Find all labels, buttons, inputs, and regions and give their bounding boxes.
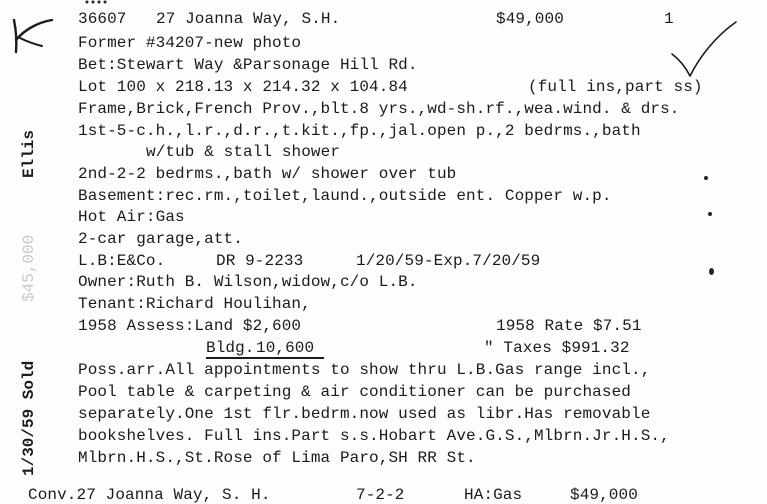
- remarks-line-3: separately.One 1st flr.bedrm.now used as libr.Has removable: [78, 405, 651, 423]
- footer-code: 7-2-2: [356, 486, 405, 504]
- taxes: " Taxes $991.32: [484, 339, 630, 357]
- former-listing: Former #34207-new photo: [78, 34, 302, 52]
- top-dots: [83, 0, 123, 4]
- stray-dot: [708, 212, 712, 216]
- broker-phone: DR 9-2233: [216, 252, 304, 270]
- check-mark-icon: [668, 20, 738, 80]
- remarks-line-4: bookshelves. Full ins.Part s.s.Hobart Ave.G.S.,Mlbrn.Jr.H.S.,: [78, 427, 670, 445]
- first-floor: 1st-5-c.h.,l.r.,d.r.,t.kit.,fp.,jal.open p.,2 bedrms.,bath: [78, 122, 641, 140]
- asking-price: $49,000: [496, 10, 564, 28]
- remarks-line-2: Pool table & carpeting & air conditioner can be purchased: [78, 383, 631, 401]
- construction: Frame,Brick,French Prov.,blt.8 yrs.,wd-sh.rf.,wea.wind. & drs.: [78, 100, 680, 118]
- assessment-underline: [206, 357, 324, 359]
- listing-broker: L.B:E&Co.: [78, 252, 166, 270]
- agent-name: Ellis: [20, 129, 38, 178]
- lot-size: Lot 100 x 218.13 x 214.32 x 104.84: [78, 78, 408, 96]
- second-floor: 2nd-2-2 bedrms.,bath w/ shower over tub: [78, 165, 457, 183]
- listing-number: 36607: [78, 10, 127, 28]
- tenant: Tenant:Richard Houlihan,: [78, 295, 311, 313]
- garage: 2-car garage,att.: [78, 230, 243, 248]
- tax-rate: 1958 Rate $7.51: [496, 317, 642, 335]
- between-streets: Bet:Stewart Way &Parsonage Hill Rd.: [78, 56, 418, 74]
- listing-dates: 1/20/59-Exp.7/20/59: [356, 252, 541, 270]
- footer-address: Conv.27 Joanna Way, S. H.: [28, 486, 271, 504]
- remarks-line-5: Mlbrn.H.S.,St.Rose of Lima Paro,SH RR St.: [78, 449, 476, 467]
- basement: Basement:rec.rm.,toilet,laund.,outside ent. Copper w.p.: [78, 187, 612, 205]
- remarks-line-1: Poss.arr.All appointments to show thru L.B.Gas range incl.,: [78, 361, 651, 379]
- card-number: 1: [664, 10, 674, 28]
- sold-date: 1/30/59 Sold: [20, 360, 38, 476]
- heating: Hot Air:Gas: [78, 208, 185, 226]
- assessment-land: 1958 Assess:Land $2,600: [78, 317, 302, 335]
- assessment-bldg-value: 10,600: [256, 339, 315, 357]
- stray-dot: [709, 268, 714, 275]
- first-floor-cont: w/tub & stall shower: [146, 143, 341, 161]
- x-mark-icon: [4, 14, 56, 56]
- footer-heat: HA:Gas: [464, 486, 523, 504]
- owner: Owner:Ruth B. Wilson,widow,c/o L.B.: [78, 273, 418, 291]
- assessment-bldg-label: Bldg.: [206, 339, 255, 357]
- insulation-note: (full ins,part ss): [528, 78, 703, 96]
- list-price-stamp: $45,000: [20, 234, 38, 302]
- address: 27 Joanna Way, S.H.: [156, 10, 341, 28]
- stray-dot: [704, 176, 708, 180]
- footer-price: $49,000: [570, 486, 638, 504]
